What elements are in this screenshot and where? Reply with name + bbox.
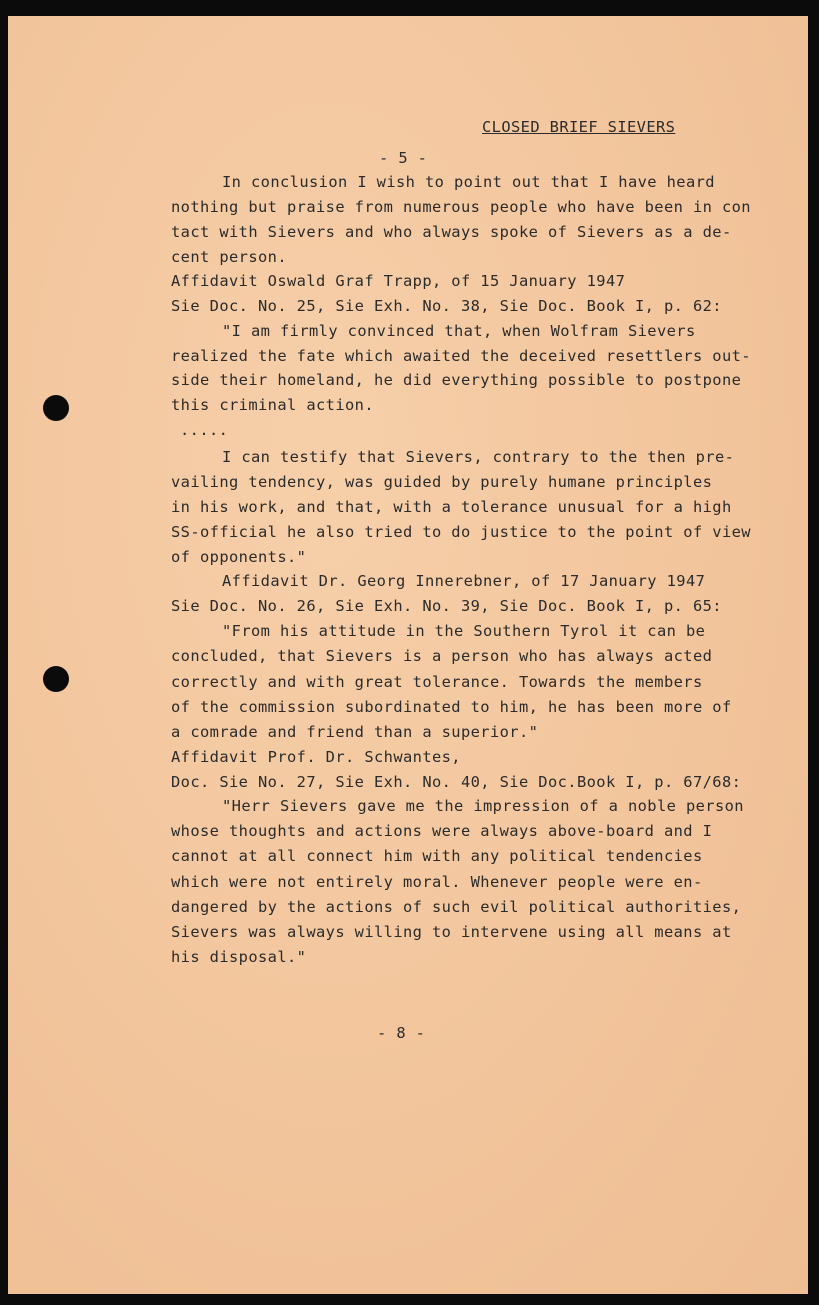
body-line: which were not entirely moral. Whenever people were en-: [171, 873, 703, 891]
ellipsis-line: .....: [180, 421, 229, 439]
body-line: "I am firmly convinced that, when Wolfram Sievers: [222, 322, 696, 340]
body-line: Doc. Sie No. 27, Sie Exh. No. 40, Sie Doc.Book I, p. 67/68:: [171, 773, 742, 791]
body-line: of opponents.": [171, 548, 307, 566]
document-page: [8, 16, 808, 1294]
body-line: I can testify that Sievers, contrary to the then pre-: [222, 448, 735, 466]
body-line: cent person.: [171, 248, 287, 266]
body-line: in his work, and that, with a tolerance unusual for a high: [171, 498, 732, 516]
body-line: Affidavit Dr. Georg Innerebner, of 17 January 1947: [222, 572, 706, 590]
body-line: Sie Doc. No. 25, Sie Exh. No. 38, Sie Doc. Book I, p. 62:: [171, 297, 722, 315]
body-line: dangered by the actions of such evil political authorities,: [171, 898, 742, 916]
header-title: CLOSED BRIEF SIEVERS: [482, 118, 676, 136]
body-line: tact with Sievers and who always spoke of Sievers as a de-: [171, 223, 732, 241]
body-line: whose thoughts and actions were always above-board and I: [171, 822, 713, 840]
body-line: cannot at all connect him with any political tendencies: [171, 847, 703, 865]
body-line: SS-official he also tried to do justice to the point of view: [171, 523, 751, 541]
page-number-bottom: - 8 -: [377, 1024, 426, 1042]
body-line: Sievers was always willing to intervene using all means at: [171, 923, 732, 941]
body-line: correctly and with great tolerance. Towards the members: [171, 673, 703, 691]
body-line: "From his attitude in the Southern Tyrol it can be: [222, 622, 706, 640]
body-line: nothing but praise from numerous people who have been in con: [171, 198, 751, 216]
body-line: vailing tendency, was guided by purely humane principles: [171, 473, 713, 491]
body-line: side their homeland, he did everything possible to postpone: [171, 371, 742, 389]
body-line: Sie Doc. No. 26, Sie Exh. No. 39, Sie Doc. Book I, p. 65:: [171, 597, 722, 615]
body-line: his disposal.": [171, 948, 307, 966]
page-number-top: - 5 -: [379, 149, 428, 167]
body-line: a comrade and friend than a superior.": [171, 723, 539, 741]
body-line: concluded, that Sievers is a person who has always acted: [171, 647, 713, 665]
body-line: this criminal action.: [171, 396, 374, 414]
typed-text: [8, 16, 808, 1294]
body-line: of the commission subordinated to him, he has been more of: [171, 698, 732, 716]
body-line: realized the fate which awaited the deceived resettlers out-: [171, 347, 751, 365]
body-line: In conclusion I wish to point out that I have heard: [222, 173, 715, 191]
body-line: "Herr Sievers gave me the impression of a noble person: [222, 797, 744, 815]
body-line: Affidavit Prof. Dr. Schwantes,: [171, 748, 461, 766]
body-line: Affidavit Oswald Graf Trapp, of 15 January 1947: [171, 272, 626, 290]
